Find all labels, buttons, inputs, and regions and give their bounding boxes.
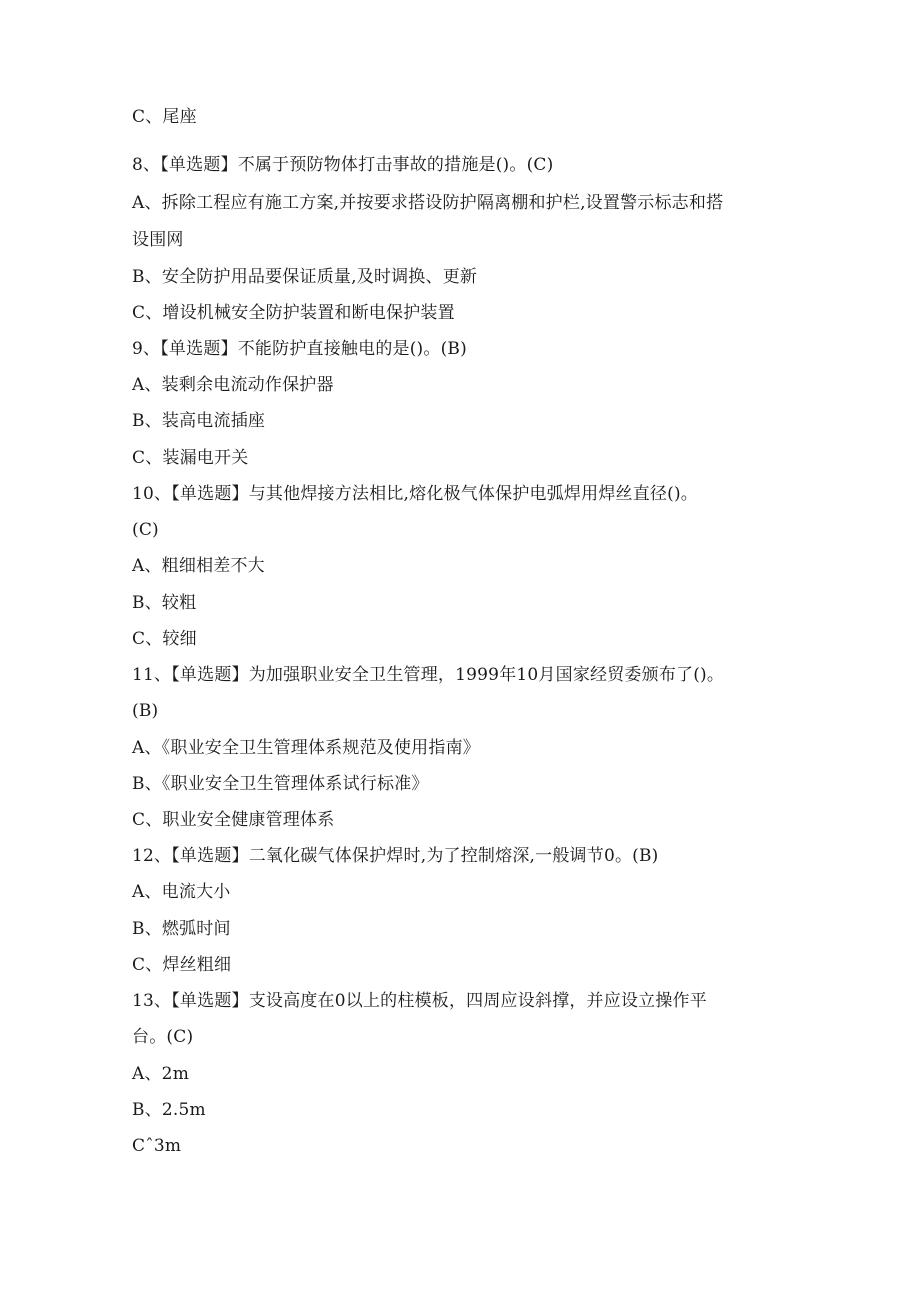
option-b-q9: B、装高电流插座 [132,411,266,431]
question-13: 13、【单选题】支设高度在0以上的柱模板，四周应设斜撑，并应设立操作平 [132,991,707,1011]
option-c-q8: C、增设机械安全防护装置和断电保护装置 [132,303,455,323]
question-9: 9、【单选题】不能防护直接触电的是()。(B) [132,339,467,359]
question-10: 10、【单选题】与其他焊接方法相比,熔化极气体保护电弧焊用焊丝直径()。 [132,484,698,504]
option-a-q8: A、拆除工程应有施工方案,并按要求搭设防护隔离棚和护栏,设置警示标志和搭 [132,193,724,213]
option-c-q12: C、焊丝粗细 [132,955,232,975]
option-c-q13: Cˆ3m [132,1136,182,1156]
option-c-q9: C、装漏电开关 [132,448,249,468]
question-8: 8、【单选题】不属于预防物体打击事故的措施是()。(C) [132,155,554,175]
option-a-q12: A、电流大小 [132,882,231,902]
question-11: 11、【单选题】为加强职业安全卫生管理，1999年10月国家经贸委颁布了()。 [132,665,725,685]
option-b-q8: B、安全防护用品要保证质量,及时调换、更新 [132,267,478,287]
option-b-q12: B、燃弧时间 [132,919,231,939]
option-a-q8-continued: 设围网 [132,230,184,250]
option-b-q13: B、2.5m [132,1100,206,1120]
option-a-q13: A、2m [132,1064,190,1084]
option-c-q7: C、尾座 [132,107,197,127]
option-c-q11: C、职业安全健康管理体系 [132,810,335,830]
option-c-q10: C、较细 [132,629,197,649]
option-b-q11: B、《职业安全卫生管理体系试行标准》 [132,774,429,794]
option-a-q10: A、粗细相差不大 [132,556,265,576]
question-10-answer: (C) [132,520,159,540]
question-12: 12、【单选题】二氧化碳气体保护焊时,为了控制熔深,一般调节0。(B) [132,846,659,866]
option-b-q10: B、较粗 [132,593,197,613]
option-a-q9: A、装剩余电流动作保护器 [132,375,334,395]
question-11-answer: (B) [132,701,159,721]
option-a-q11: A、《职业安全卫生管理体系规范及使用指南》 [132,738,480,758]
question-13-continued: 台。(C) [132,1027,194,1047]
